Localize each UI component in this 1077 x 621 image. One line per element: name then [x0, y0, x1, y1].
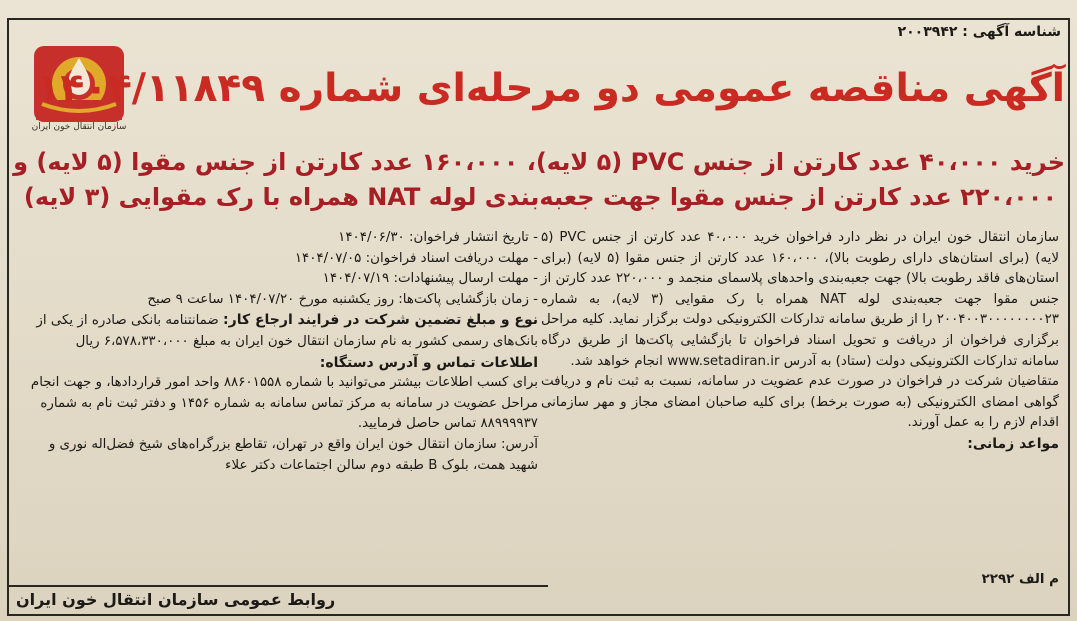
date-proposals: - مهلت ارسال پیشنهادات: ۱۴۰۴/۰۷/۱۹ — [322, 271, 538, 287]
logo-caption: سازمان انتقال خون ایران — [31, 122, 127, 132]
left-column — [18, 228, 538, 476]
contact-heading: اطلاعات تماس و آدرس دستگاه: — [319, 354, 538, 371]
guarantee-text: ضمانتنامه بانکی صادره از یکی از بانک‌های رسمی کشور به نام سازمان انتقال خون ایران به مبلغ ۶،۵۷۸،۳۳۰،۰۰۰ ریال — [36, 313, 538, 349]
ad-subtitle-line1: خرید ۴۰،۰۰۰ عدد کارتن از جنس PVC (۵ لایه)، ۱۶۰،۰۰۰ عدد کارتن از جنس مقوا (۵ لایه) و — [13, 148, 1065, 176]
date-publish: - تاریخ انتشار فراخوان: ۱۴۰۴/۰۶/۳۰ — [338, 230, 538, 245]
contact-text: برای کسب اطلاعات بیشتر می‌توانید با شماره ۸۸۶۰۱۵۵۸ واحد امور قراردادها، و جهت انجام مراحل عضویت در سامانه به مرکز تماس سامانه به شماره ۱۴۵۶ و دفتر ثبت نام به شماره ۸۸۹۹۹۹۳۷ تماس حاصل فرمایید. — [30, 375, 538, 432]
right-column — [541, 228, 1059, 455]
ad-code: م الف ۲۲۹۲ — [981, 572, 1059, 587]
ad-id: شناسه آگهی : ۲۰۰۳۹۴۲ — [897, 24, 1061, 40]
intro-paragraph: سازمان انتقال خون ایران در نظر دارد فراخوان خرید ۴۰،۰۰۰ عدد کارتن از جنس PVC (۵ لایه) (برای استان‌های دارای رطوبت بالا)، ۱۶۰،۰۰۰ عدد کارتن از جنس مقوا (۵ لایه) (برای استان‌های فاقد رطوبت بالا) جهت جعبه‌بندی واحدهای پلاسمای منجمد و ۲۲۰،۰۰۰ عدد کارتن از جنس مقوا جهت جعبه‌بندی لوله NAT همراه با رک مقوایی (۳ لایه)، به شماره ۲۰۰۴۰۰۳۰۰۰۰۰۰۰۰۲۳ را از طریق سامانه تدارکات الکترونیکی دولت برگزار نماید. کلیه مراحل برگزاری فراخوان از دریافت و تحویل اسناد فراخوان تا بازگشایی پاکت‌ها از طریق درگاه سامانه تدارکات الکترونیکی دولت (ستاد) به آدرس www.setadiran.ir انجام خواهد شد. — [541, 230, 1060, 369]
ad-subtitle-line2: ۲۲۰،۰۰۰ عدد کارتن از جنس مقوا جهت جعبه‌بندی لوله NAT همراه با رک مقوایی (۳ لایه) — [23, 183, 1058, 211]
applicants-paragraph: متقاضیان شرکت در فراخوان در صورت عدم عضویت در سامانه، نسبت به ثبت نام و دریافت گواهی امضای الکترونیکی (به صورت برخط) برای کلیه صاحبان امضای مجاز و مهر سازمانی اقدام لازم را به عمل آورند. — [541, 374, 1059, 431]
public-relations-footer: روابط عمومی سازمان انتقال خون ایران — [8, 585, 548, 613]
timing-heading: مواعد زمانی: — [967, 435, 1059, 452]
date-documents: - مهلت دریافت اسناد فراخوان: ۱۴۰۴/۰۷/۰۵ — [294, 250, 538, 266]
date-opening: - زمان بازگشایی پاکت‌ها: روز یکشنبه مورخ ۱۴۰۴/۰۷/۲۰ ساعت ۹ صبح — [147, 291, 538, 307]
guarantee-heading: نوع و مبلغ تضمین شرکت در فرایند ارجاع کار: — [223, 312, 538, 329]
ad-title: آگهی مناقصه عمومی دو مرحله‌ای شماره ۱۴۰۴/۱۱۸۴۹ — [36, 66, 1065, 111]
address-text: آدرس: سازمان انتقال خون ایران واقع در تهران، تقاطع بزرگراه‌های شیخ فضل‌اله نوری و شهید همت، بلوک B طبقه دوم سالن اجتماعات دکتر علاء — [48, 436, 538, 473]
